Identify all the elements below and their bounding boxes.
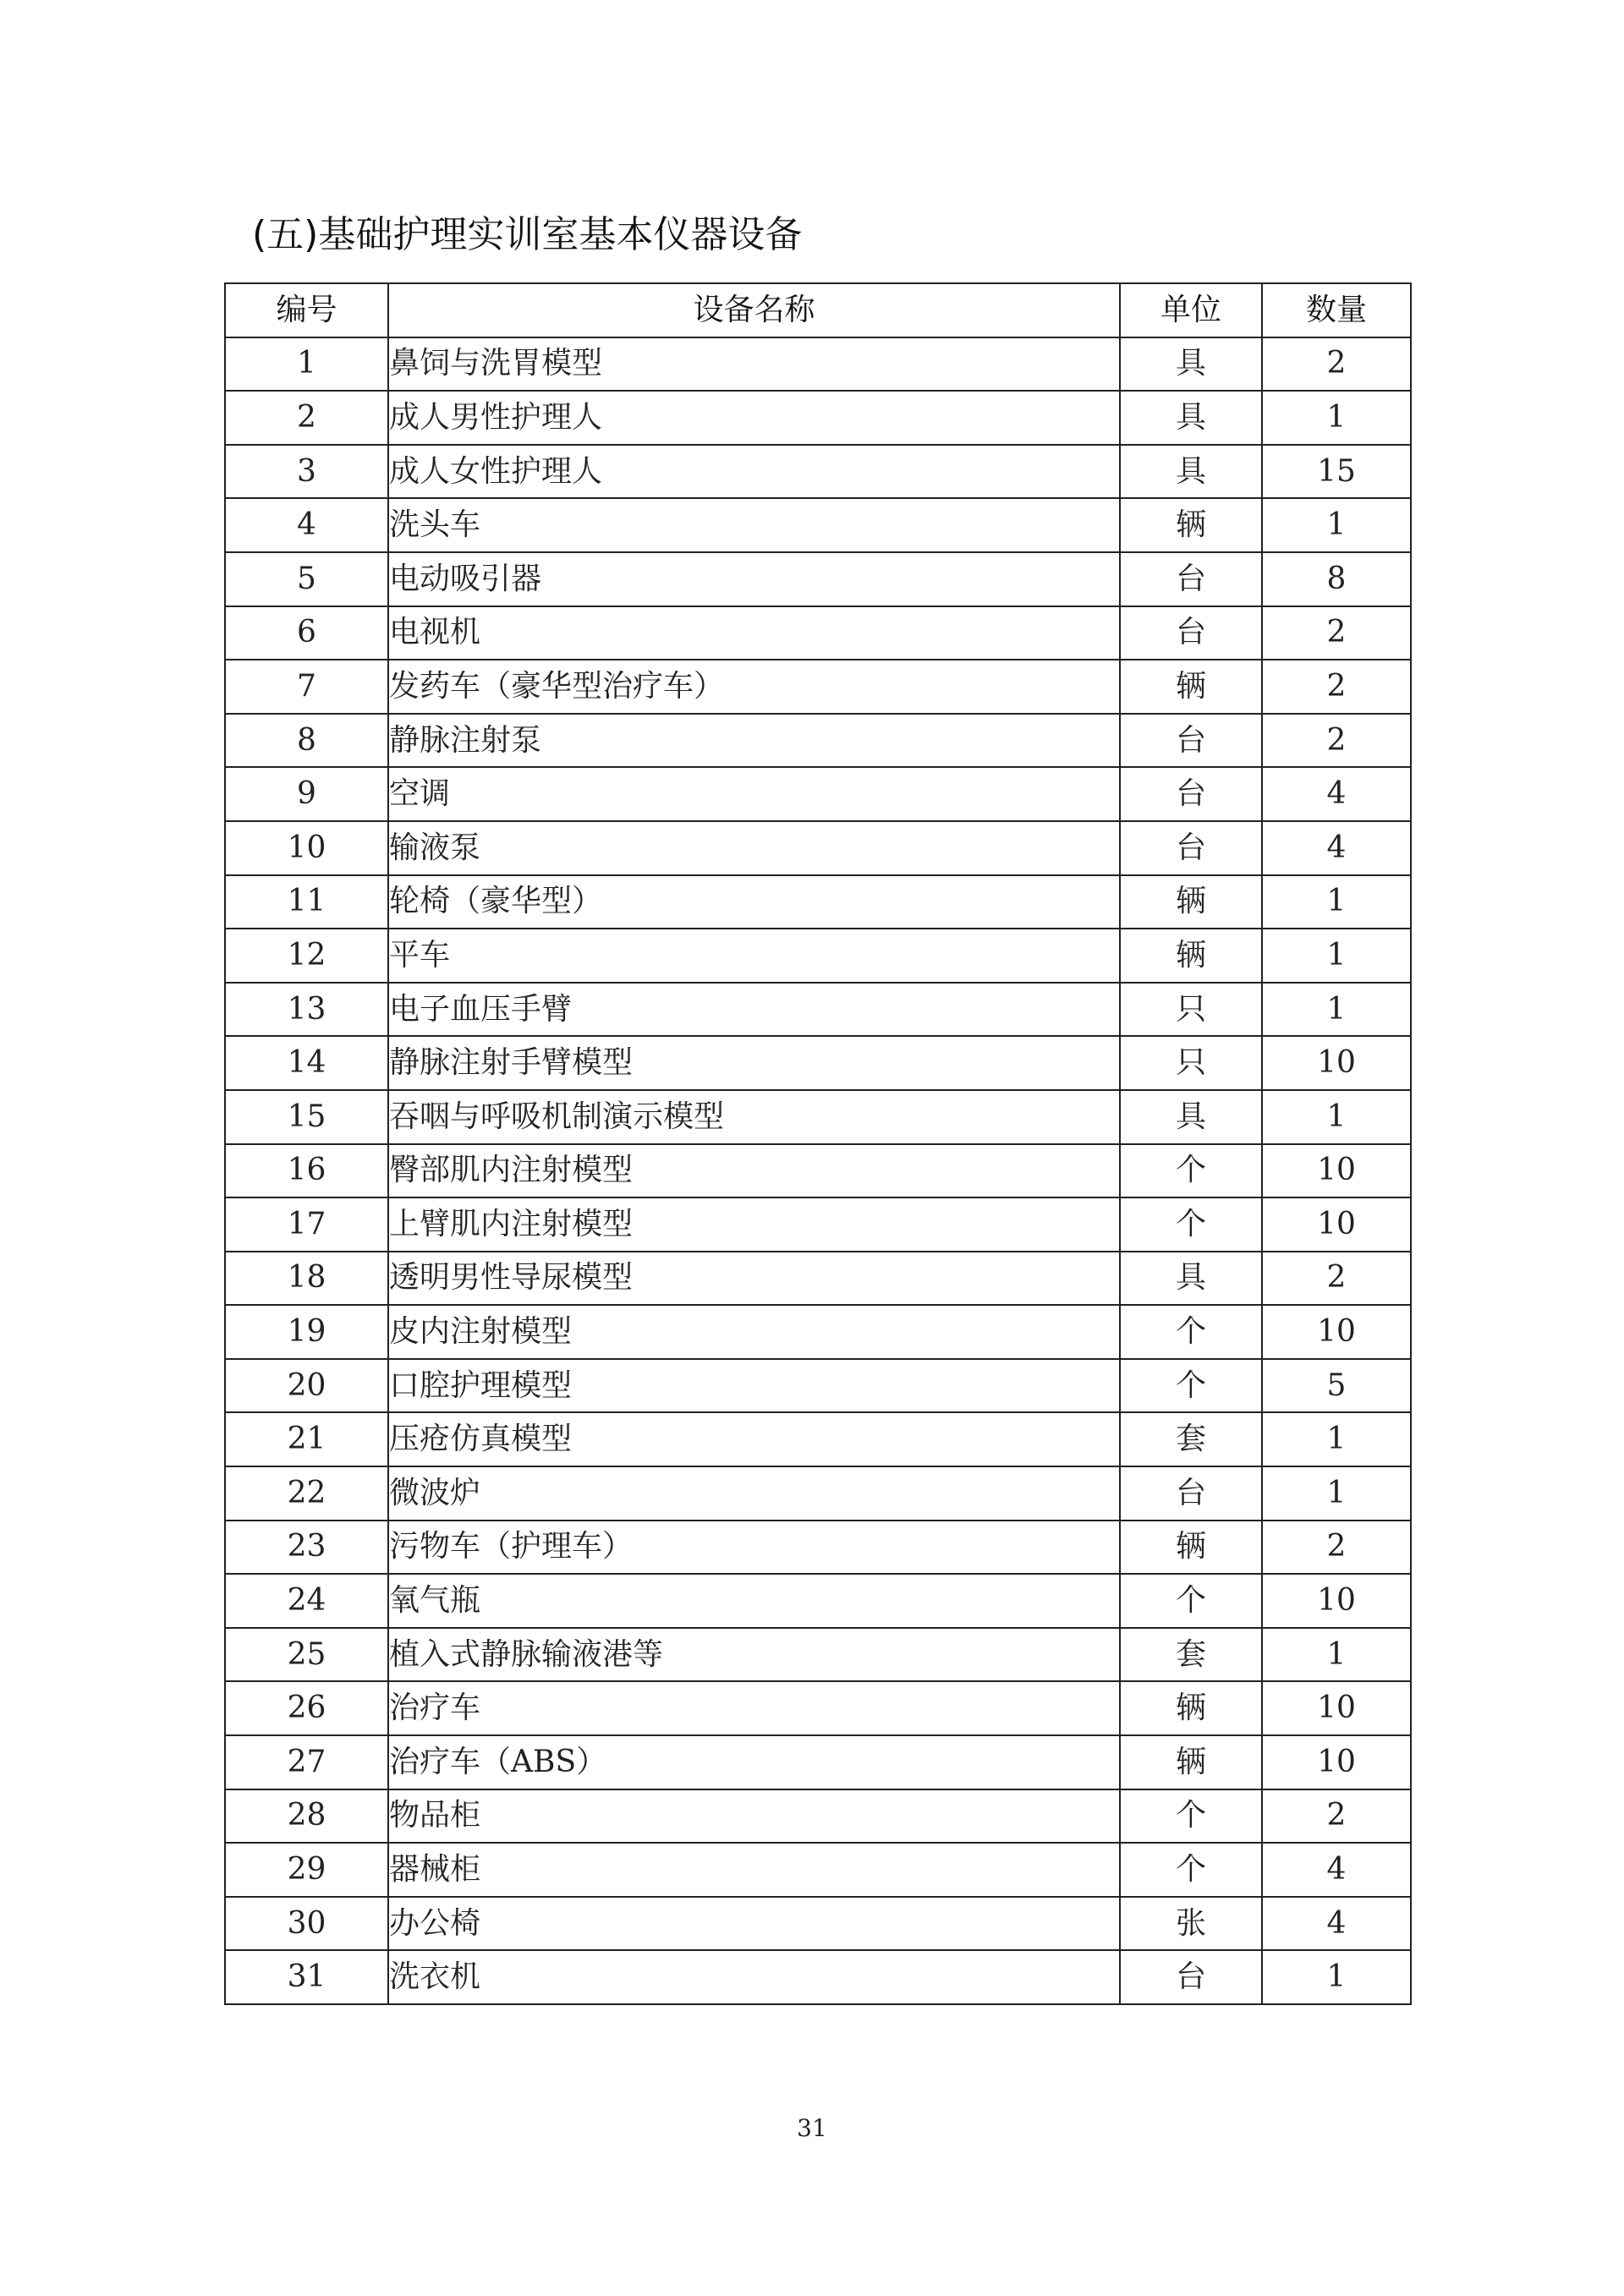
cell-unit: 台 <box>1120 1466 1262 1521</box>
cell-unit: 套 <box>1120 1412 1262 1466</box>
cell-quantity: 2 <box>1262 606 1411 660</box>
cell-equipment-name: 平车 <box>388 929 1120 983</box>
cell-unit: 具 <box>1120 1252 1262 1306</box>
cell-unit: 个 <box>1120 1574 1262 1628</box>
cell-quantity: 1 <box>1262 391 1411 445</box>
table-row <box>225 1197 1411 1252</box>
table-row <box>225 767 1411 821</box>
cell-number: 14 <box>225 1036 388 1090</box>
cell-equipment-name: 器械柜 <box>388 1843 1120 1897</box>
cell-equipment-name: 吞咽与呼吸机制演示模型 <box>388 1090 1120 1144</box>
table-header-row <box>225 283 1411 337</box>
cell-equipment-name: 压疮仿真模型 <box>388 1412 1120 1466</box>
cell-equipment-name: 物品柜 <box>388 1789 1120 1844</box>
cell-equipment-name: 洗衣机 <box>388 1950 1120 2004</box>
cell-equipment-name: 空调 <box>388 767 1120 821</box>
cell-unit: 辆 <box>1120 929 1262 983</box>
cell-quantity: 2 <box>1262 714 1411 768</box>
cell-quantity: 1 <box>1262 1628 1411 1682</box>
cell-quantity: 1 <box>1262 983 1411 1037</box>
cell-quantity: 1 <box>1262 875 1411 929</box>
cell-number: 23 <box>225 1521 388 1575</box>
cell-number: 19 <box>225 1305 388 1359</box>
table-row <box>225 552 1411 606</box>
table-row <box>225 983 1411 1037</box>
cell-quantity: 10 <box>1262 1036 1411 1090</box>
table-row <box>225 1305 1411 1359</box>
cell-quantity: 2 <box>1262 1252 1411 1306</box>
cell-equipment-name: 成人男性护理人 <box>388 391 1120 445</box>
cell-quantity: 1 <box>1262 1466 1411 1521</box>
table-row <box>225 1359 1411 1413</box>
cell-unit: 辆 <box>1120 1681 1262 1735</box>
table-row <box>225 1090 1411 1144</box>
cell-equipment-name: 电子血压手臂 <box>388 983 1120 1037</box>
cell-unit: 个 <box>1120 1843 1262 1897</box>
cell-number: 9 <box>225 767 388 821</box>
cell-unit: 个 <box>1120 1197 1262 1252</box>
cell-unit: 具 <box>1120 1090 1262 1144</box>
cell-unit: 辆 <box>1120 660 1262 714</box>
cell-equipment-name: 污物车（护理车） <box>388 1521 1120 1575</box>
cell-number: 15 <box>225 1090 388 1144</box>
cell-quantity: 10 <box>1262 1574 1411 1628</box>
cell-unit: 张 <box>1120 1897 1262 1951</box>
cell-unit: 台 <box>1120 714 1262 768</box>
table-row <box>225 1521 1411 1575</box>
cell-number: 13 <box>225 983 388 1037</box>
cell-quantity: 4 <box>1262 1897 1411 1951</box>
header-equipment-name: 设备名称 <box>388 283 1120 337</box>
table-row <box>225 875 1411 929</box>
table-row <box>225 606 1411 660</box>
cell-quantity: 4 <box>1262 767 1411 821</box>
cell-unit: 具 <box>1120 445 1262 499</box>
table-row <box>225 1735 1411 1789</box>
table-row <box>225 337 1411 392</box>
cell-equipment-name: 口腔护理模型 <box>388 1359 1120 1413</box>
cell-equipment-name: 臀部肌内注射模型 <box>388 1144 1120 1198</box>
table-row <box>225 660 1411 714</box>
cell-quantity: 2 <box>1262 337 1411 392</box>
table-row <box>225 1843 1411 1897</box>
cell-number: 26 <box>225 1681 388 1735</box>
cell-equipment-name: 电视机 <box>388 606 1120 660</box>
cell-unit: 辆 <box>1120 498 1262 552</box>
cell-equipment-name: 氧气瓶 <box>388 1574 1120 1628</box>
cell-unit: 台 <box>1120 606 1262 660</box>
table-row <box>225 1681 1411 1735</box>
cell-unit: 套 <box>1120 1628 1262 1682</box>
cell-number: 28 <box>225 1789 388 1844</box>
table-row <box>225 1789 1411 1844</box>
table-row <box>225 1412 1411 1466</box>
cell-equipment-name: 微波炉 <box>388 1466 1120 1521</box>
cell-equipment-name: 输液泵 <box>388 821 1120 875</box>
cell-number: 17 <box>225 1197 388 1252</box>
cell-equipment-name: 静脉注射手臂模型 <box>388 1036 1120 1090</box>
cell-unit: 台 <box>1120 1950 1262 2004</box>
cell-number: 16 <box>225 1144 388 1198</box>
table-row <box>225 821 1411 875</box>
cell-number: 12 <box>225 929 388 983</box>
header-unit: 单位 <box>1120 283 1262 337</box>
cell-number: 30 <box>225 1897 388 1951</box>
section-heading: (五)基础护理实训室基本仪器设备 <box>252 213 803 256</box>
cell-unit: 辆 <box>1120 1521 1262 1575</box>
cell-quantity: 10 <box>1262 1681 1411 1735</box>
table-row <box>225 445 1411 499</box>
cell-unit: 只 <box>1120 983 1262 1037</box>
cell-quantity: 1 <box>1262 1090 1411 1144</box>
cell-quantity: 15 <box>1262 445 1411 499</box>
cell-equipment-name: 植入式静脉输液港等 <box>388 1628 1120 1682</box>
cell-quantity: 1 <box>1262 929 1411 983</box>
cell-number: 29 <box>225 1843 388 1897</box>
cell-number: 8 <box>225 714 388 768</box>
cell-equipment-name: 成人女性护理人 <box>388 445 1120 499</box>
cell-number: 5 <box>225 552 388 606</box>
equipment-table <box>224 282 1412 2005</box>
cell-equipment-name: 发药车（豪华型治疗车） <box>388 660 1120 714</box>
cell-quantity: 2 <box>1262 1789 1411 1844</box>
cell-number: 4 <box>225 498 388 552</box>
cell-quantity: 2 <box>1262 1521 1411 1575</box>
cell-equipment-name: 办公椅 <box>388 1897 1120 1951</box>
cell-number: 22 <box>225 1466 388 1521</box>
cell-quantity: 1 <box>1262 1412 1411 1466</box>
cell-quantity: 4 <box>1262 1843 1411 1897</box>
cell-unit: 个 <box>1120 1359 1262 1413</box>
cell-equipment-name: 上臂肌内注射模型 <box>388 1197 1120 1252</box>
table-row <box>225 1574 1411 1628</box>
cell-number: 31 <box>225 1950 388 2004</box>
cell-number: 6 <box>225 606 388 660</box>
cell-quantity: 8 <box>1262 552 1411 606</box>
cell-number: 7 <box>225 660 388 714</box>
cell-equipment-name: 治疗车 <box>388 1681 1120 1735</box>
table-body <box>225 337 1411 2004</box>
cell-unit: 个 <box>1120 1144 1262 1198</box>
cell-unit: 个 <box>1120 1305 1262 1359</box>
cell-unit: 只 <box>1120 1036 1262 1090</box>
cell-equipment-name: 鼻饲与洗胃模型 <box>388 337 1120 392</box>
cell-equipment-name: 洗头车 <box>388 498 1120 552</box>
cell-quantity: 10 <box>1262 1735 1411 1789</box>
cell-equipment-name: 轮椅（豪华型） <box>388 875 1120 929</box>
cell-unit: 具 <box>1120 337 1262 392</box>
cell-number: 1 <box>225 337 388 392</box>
cell-unit: 个 <box>1120 1789 1262 1844</box>
cell-number: 2 <box>225 391 388 445</box>
table-row <box>225 498 1411 552</box>
table-row <box>225 1252 1411 1306</box>
table-row <box>225 714 1411 768</box>
cell-quantity: 5 <box>1262 1359 1411 1413</box>
cell-equipment-name: 电动吸引器 <box>388 552 1120 606</box>
header-quantity: 数量 <box>1262 283 1411 337</box>
cell-equipment-name: 静脉注射泵 <box>388 714 1120 768</box>
cell-quantity: 2 <box>1262 660 1411 714</box>
cell-unit: 台 <box>1120 767 1262 821</box>
table-row <box>225 1144 1411 1198</box>
cell-number: 27 <box>225 1735 388 1789</box>
table-row <box>225 1466 1411 1521</box>
page-number: 31 <box>797 2114 827 2142</box>
table-row <box>225 1950 1411 2004</box>
cell-number: 11 <box>225 875 388 929</box>
cell-quantity: 1 <box>1262 1950 1411 2004</box>
cell-quantity: 10 <box>1262 1305 1411 1359</box>
cell-number: 25 <box>225 1628 388 1682</box>
table-row <box>225 391 1411 445</box>
table-row <box>225 1628 1411 1682</box>
header-number: 编号 <box>225 283 388 337</box>
cell-number: 20 <box>225 1359 388 1413</box>
cell-number: 18 <box>225 1252 388 1306</box>
cell-number: 24 <box>225 1574 388 1628</box>
cell-number: 3 <box>225 445 388 499</box>
cell-number: 10 <box>225 821 388 875</box>
cell-unit: 台 <box>1120 552 1262 606</box>
cell-quantity: 1 <box>1262 498 1411 552</box>
cell-unit: 辆 <box>1120 1735 1262 1789</box>
cell-unit: 辆 <box>1120 875 1262 929</box>
cell-unit: 具 <box>1120 391 1262 445</box>
cell-equipment-name: 皮内注射模型 <box>388 1305 1120 1359</box>
cell-number: 21 <box>225 1412 388 1466</box>
cell-quantity: 10 <box>1262 1197 1411 1252</box>
cell-quantity: 10 <box>1262 1144 1411 1198</box>
table-row <box>225 929 1411 983</box>
cell-unit: 台 <box>1120 821 1262 875</box>
cell-quantity: 4 <box>1262 821 1411 875</box>
table-row <box>225 1036 1411 1090</box>
cell-equipment-name: 治疗车（ABS） <box>388 1735 1120 1789</box>
cell-equipment-name: 透明男性导尿模型 <box>388 1252 1120 1306</box>
table-row <box>225 1897 1411 1951</box>
